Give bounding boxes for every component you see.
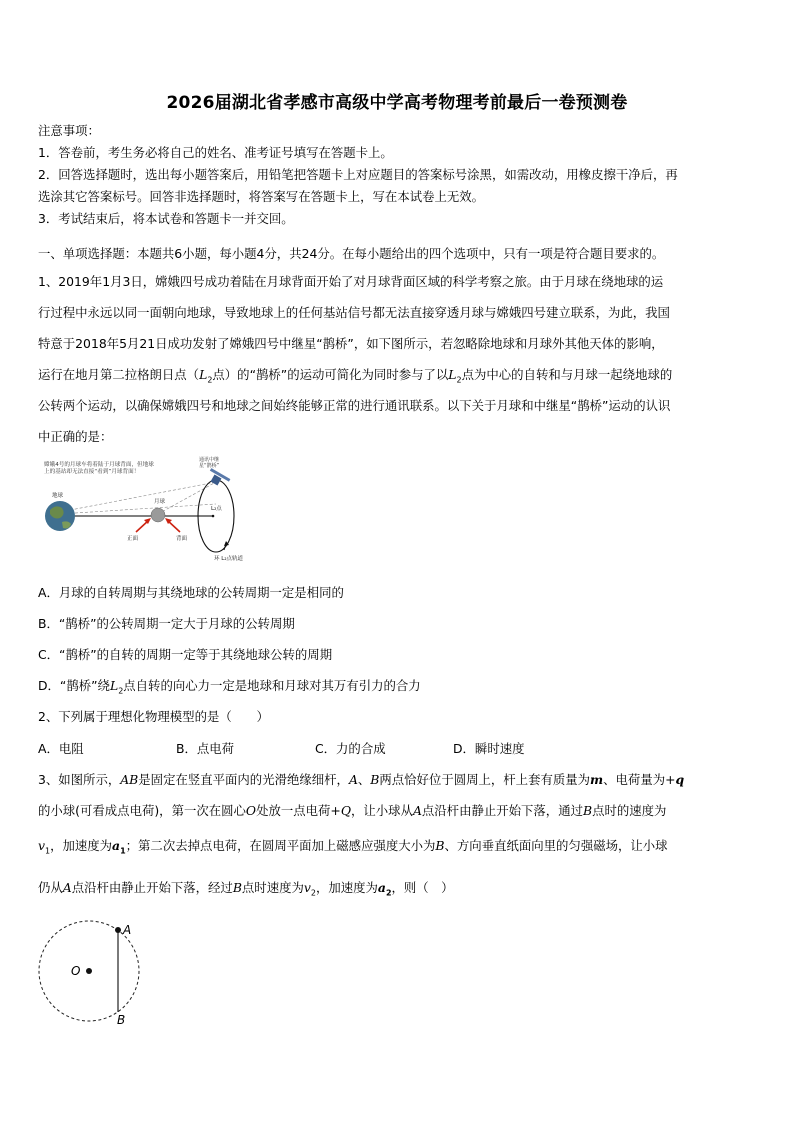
q3-text: 两点恰好位于圆周上，杆上套有质量为 xyxy=(379,772,591,787)
v1-symbol: v xyxy=(38,838,45,853)
q1-line-4-part-b: 点）的“鹊桥”的运动可简化为同时参与了以 xyxy=(212,367,449,382)
sight-line-moon xyxy=(158,482,216,514)
l2-point-label: L₂点 xyxy=(211,506,222,512)
q2-stem: 2、下列属于理想化物理模型的是（ ） xyxy=(38,709,269,724)
q1-line-5: 公转两个运动，以确保嫦娥四号和地球之间始终能够正常的进行通讯联系。以下关于月球和中继星“鹊桥”运动的认识 xyxy=(38,398,671,413)
mass-symbol: m xyxy=(590,772,604,787)
figure-note-line-1: 嫦娥4号的月球车将着陆于月球背面，但地球 xyxy=(44,462,154,468)
figure-note-line-2: 上的基站却无法直接“看到”月球背面！ xyxy=(44,469,140,475)
q3-line-3 xyxy=(38,836,668,855)
q3-text: 的小球(可看成点电荷)，第一次在圆心 xyxy=(38,803,246,818)
point-a-label: A xyxy=(123,923,132,937)
q3-line-4 xyxy=(38,878,453,897)
point-b-symbol: B xyxy=(232,880,242,895)
l2-subscript: 2 xyxy=(456,375,462,385)
q3-text: ，则（ ） xyxy=(391,880,454,895)
q1-line-4-part-c: 点为中心的自转和与月球一起绕地球的 xyxy=(461,367,673,382)
notice-item-3: 3．考试结束后，将本试卷和答题卡一并交回。 xyxy=(38,211,294,226)
l2-subscript: 2 xyxy=(118,686,124,696)
q3-text: 3、如图所示， xyxy=(38,772,121,787)
earth-label: 地球 xyxy=(52,493,64,499)
l2-subscript: 2 xyxy=(207,375,213,385)
notice-item-1: 1．答卷前，考生务必将自己的姓名、准考证号填写在答题卡上。 xyxy=(38,145,393,160)
v2-subscript: 2 xyxy=(310,888,316,898)
point-a-symbol: A xyxy=(412,803,422,818)
notice-item-2-line-2: 选涂其它答案标号。回答非选择题时，将答案写在答题卡上，写在本试卷上无效。 xyxy=(38,189,485,204)
q3-text: ，加速度为 xyxy=(50,838,113,853)
q3-text: ；第二次去掉点电荷，在圆周平面加上磁感应强度大小为 xyxy=(125,838,436,853)
v1-subscript: 1 xyxy=(45,846,51,856)
notice-item-2-line-1: 2．回答选择题时，选出每小题答案后，用铅笔把答题卡上对应题目的答案标号涂黑，如需改动，用橡皮擦干净后，再 xyxy=(38,167,678,182)
back-label: 背面 xyxy=(176,536,188,542)
q3-text: 、电荷量为+ xyxy=(603,772,676,787)
sight-line-lower xyxy=(60,504,216,514)
a2-symbol: a xyxy=(377,880,386,895)
q1-option-c: C．“鹊桥”的自转的周期一定等于其绕地球公转的周期 xyxy=(38,647,333,662)
earth-moon-relay-figure xyxy=(38,452,260,568)
moon-label: 月球 xyxy=(154,499,166,505)
sight-line-upper xyxy=(60,482,216,512)
q3-text: 是固定在竖直平面内的光滑绝缘细杆， xyxy=(138,772,349,787)
q2-option-a: A．电阻 xyxy=(38,741,84,756)
q3-text: 、方向垂直纸面向里的匀强磁场，让小球 xyxy=(444,838,668,853)
center-o-symbol: O xyxy=(245,803,257,818)
center-o-dot xyxy=(86,968,92,974)
q1-line-3: 特意于2018年5月21日成功发射了嫦娥四号中继星“鹊桥”，如下图所示，若忽略除地球和月球外其他天体的影响， xyxy=(38,336,664,351)
point-b-label: B xyxy=(117,1013,126,1027)
point-b-symbol: B xyxy=(370,772,380,787)
rod-ab-symbol: AB xyxy=(120,772,139,787)
q2-option-b: B．点电荷 xyxy=(176,741,235,756)
point-a-symbol: A xyxy=(62,880,72,895)
point-a-dot xyxy=(115,927,121,933)
orbit-label: 环 L₂点轨道 xyxy=(214,556,244,562)
q2-option-c: C．力的合成 xyxy=(315,741,386,756)
q3-text: 处放一点电荷+ xyxy=(256,803,341,818)
q3-line-1 xyxy=(38,770,684,788)
q1-line-4 xyxy=(38,365,672,384)
q2-option-d: D．瞬时速度 xyxy=(453,741,525,756)
point-b-symbol: B xyxy=(582,803,593,818)
q1-line-2: 行过程中永远以同一面朝向地球，导致地球上的任何基站信号都无法直接穿透月球与嫦娥四号建立联系，为此，我国 xyxy=(38,305,670,320)
moon-icon xyxy=(151,508,165,522)
q1-option-a: A．月球的自转周期与其绕地球的公转周期一定是相同的 xyxy=(38,585,344,600)
q3-line-2 xyxy=(38,801,666,819)
l2-symbol: L xyxy=(109,678,119,693)
circle-rod-figure xyxy=(34,918,144,1030)
field-b-symbol: B xyxy=(435,838,445,853)
q1-line-4-part-a: 运行在地月第二拉格朗日点（ xyxy=(38,367,200,382)
page-title: 2026届湖北省孝感市高级中学高考物理考前最后一卷预测卷 xyxy=(166,93,628,113)
q3-text: 点时速度为 xyxy=(241,880,304,895)
l2-point-dot xyxy=(212,515,215,518)
q3-text: 点沿杆由静止开始下落，经过 xyxy=(71,880,233,895)
q1-line-6: 中正确的是： xyxy=(38,429,113,444)
q3-text: ，加速度为 xyxy=(315,880,378,895)
l2-symbol: L xyxy=(448,367,457,382)
front-label: 正面 xyxy=(127,536,139,542)
center-o-label: O xyxy=(71,964,81,978)
q3-text: ，让小球从 xyxy=(351,803,413,818)
relay-label-2: 星“鹊桥” xyxy=(199,463,220,469)
relay-label-1: 通讯中继 xyxy=(199,457,220,463)
q1-option-b: B．“鹊桥”的公转周期一定大于月球的公转周期 xyxy=(38,616,295,631)
charge-symbol: q xyxy=(675,772,685,787)
point-a-symbol: A xyxy=(348,772,358,787)
charge-q-symbol: Q xyxy=(340,803,351,818)
l2-symbol: L xyxy=(199,367,208,382)
q3-text: 点沿杆由静止开始下落，通过 xyxy=(421,803,583,818)
q1-line-1: 1、2019年1月3日，嫦娥四号成功着陆在月球背面开始了对月球背面区域的科学考察之旅。由于月球在绕地球的运 xyxy=(38,274,664,289)
v2-symbol: v xyxy=(303,880,311,895)
a1-subscript: 1 xyxy=(120,846,126,856)
q3-text: 点时的速度为 xyxy=(592,803,667,818)
a2-subscript: 2 xyxy=(385,888,392,898)
q1-option-d-part-1: D．“鹊桥”绕 xyxy=(38,678,110,693)
q3-text: 、 xyxy=(357,772,371,787)
q3-text: 仍从 xyxy=(38,880,63,895)
q2-options xyxy=(38,739,525,757)
q1-option-d-part-2: 点自转的向心力一定是地球和月球对其万有引力的合力 xyxy=(123,678,421,693)
q1-option-d xyxy=(38,676,421,695)
a1-symbol: a xyxy=(112,838,121,853)
notice-heading: 注意事项： xyxy=(38,123,100,138)
section-heading: 一、单项选择题：本题共6小题，每小题4分，共24分。在每小题给出的四个选项中，只有一项是符合题目要求的。 xyxy=(38,246,665,261)
